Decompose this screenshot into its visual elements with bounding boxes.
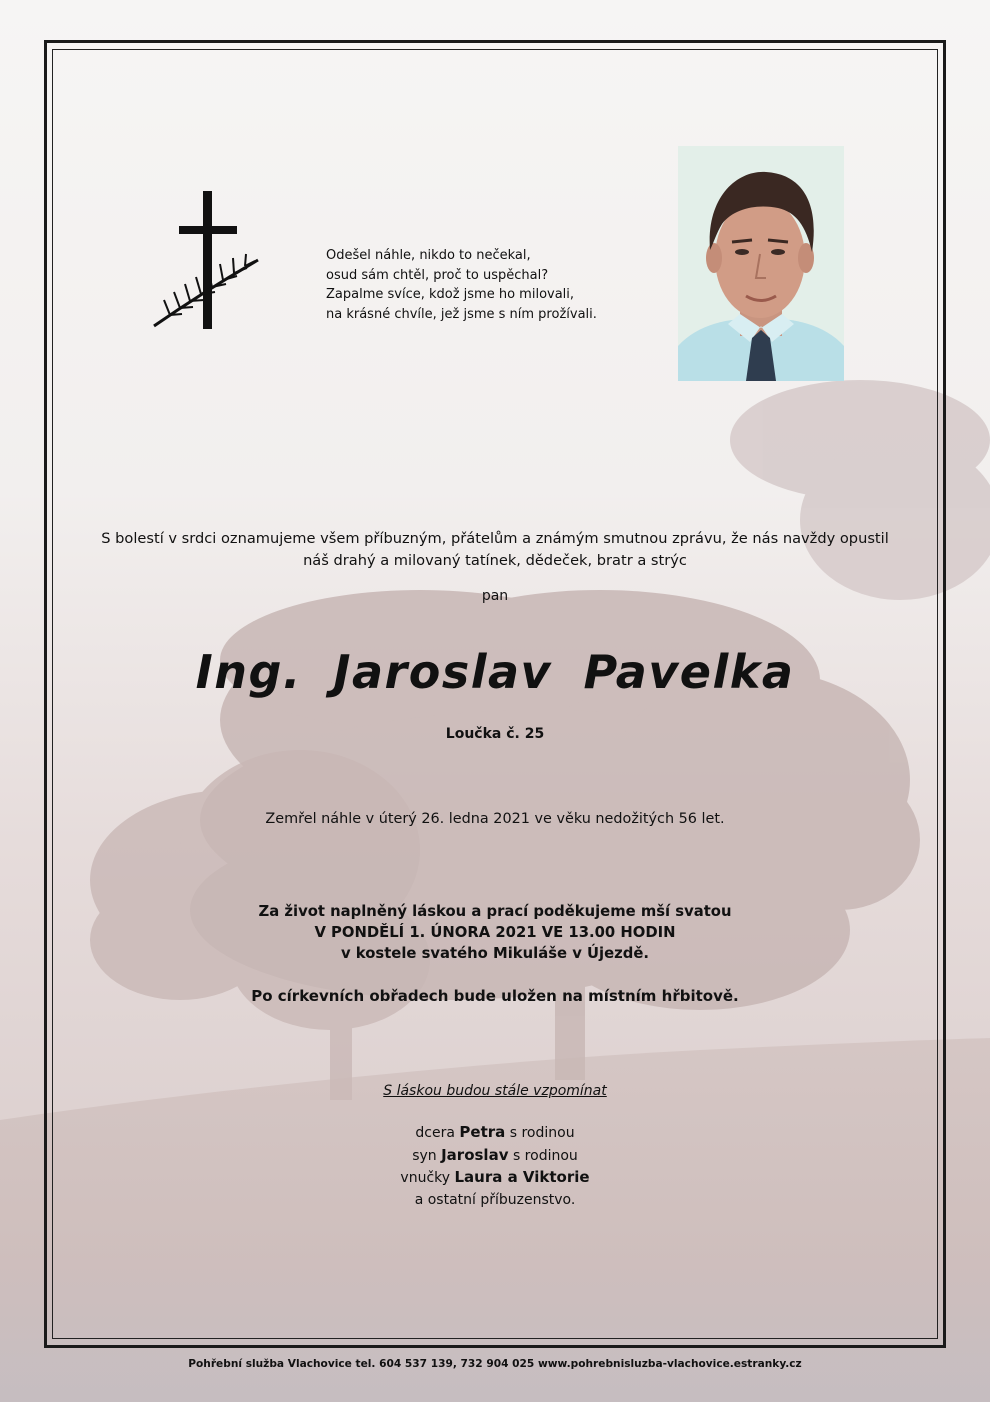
list-item: syn Jaroslav s rodinou [412, 1145, 578, 1164]
mourners-list [60, 1122, 930, 1211]
poem-line: osud sám chtěl, proč to uspěchal? [326, 267, 549, 283]
title-pan: pan [481, 588, 509, 604]
portrait-photo [678, 146, 844, 381]
funeral-location: v kostele svatého Mikuláše v Újezdě. [341, 945, 649, 962]
list-item: a ostatní příbuzenstvo. [414, 1191, 576, 1208]
list-item: vnučky Laura a Viktorie [400, 1168, 590, 1186]
cross-palm-icon [150, 188, 262, 334]
poem-line: Zapalme svíce, kdož jsme ho milovali, [326, 287, 575, 302]
list-item: dcera Petra s rodinou [415, 1123, 575, 1141]
death-notice: Zemřel náhle v úterý 26. ledna 2021 ve věku nedožitých 56 let. [265, 811, 725, 827]
footer-contact: Pohřební služba Vlachovice tel. 604 537 139, 732 904 025 www.pohrebnisluzba-vlachovice.estranky.cz [188, 1358, 802, 1370]
address: Loučka č. 25 [445, 726, 545, 742]
funeral-info [60, 901, 930, 964]
funeral-datetime: V PONDĚLÍ 1. ÚNORA 2021 VE 13.00 HODIN [314, 924, 676, 941]
announcement-line: náš drahý a milovaný tatínek, dědeček, bratr a strýc [303, 552, 687, 569]
announcement-line: S bolestí v srdci oznamujeme všem příbuzným, přátelům a známým smutnou zprávu, že nás navždy opustil [101, 530, 889, 547]
burial-info: Po církevních obřadech bude uložen na místním hřbitově. [251, 987, 739, 1005]
poem-line: Odešel náhle, nikdo to nečekal, [326, 248, 531, 263]
poem [326, 246, 656, 324]
deceased-name: Ing. Jaroslav Pavelka [195, 645, 795, 699]
poem-line: na krásné chvíle, jež jsme s ním prožívali. [326, 306, 597, 322]
announcement-text [60, 528, 930, 572]
funeral-line: Za život naplněný láskou a prací poděkujeme mší svatou [258, 903, 732, 920]
mourners-heading: S láskou budou stále vzpomínat [383, 1083, 607, 1099]
